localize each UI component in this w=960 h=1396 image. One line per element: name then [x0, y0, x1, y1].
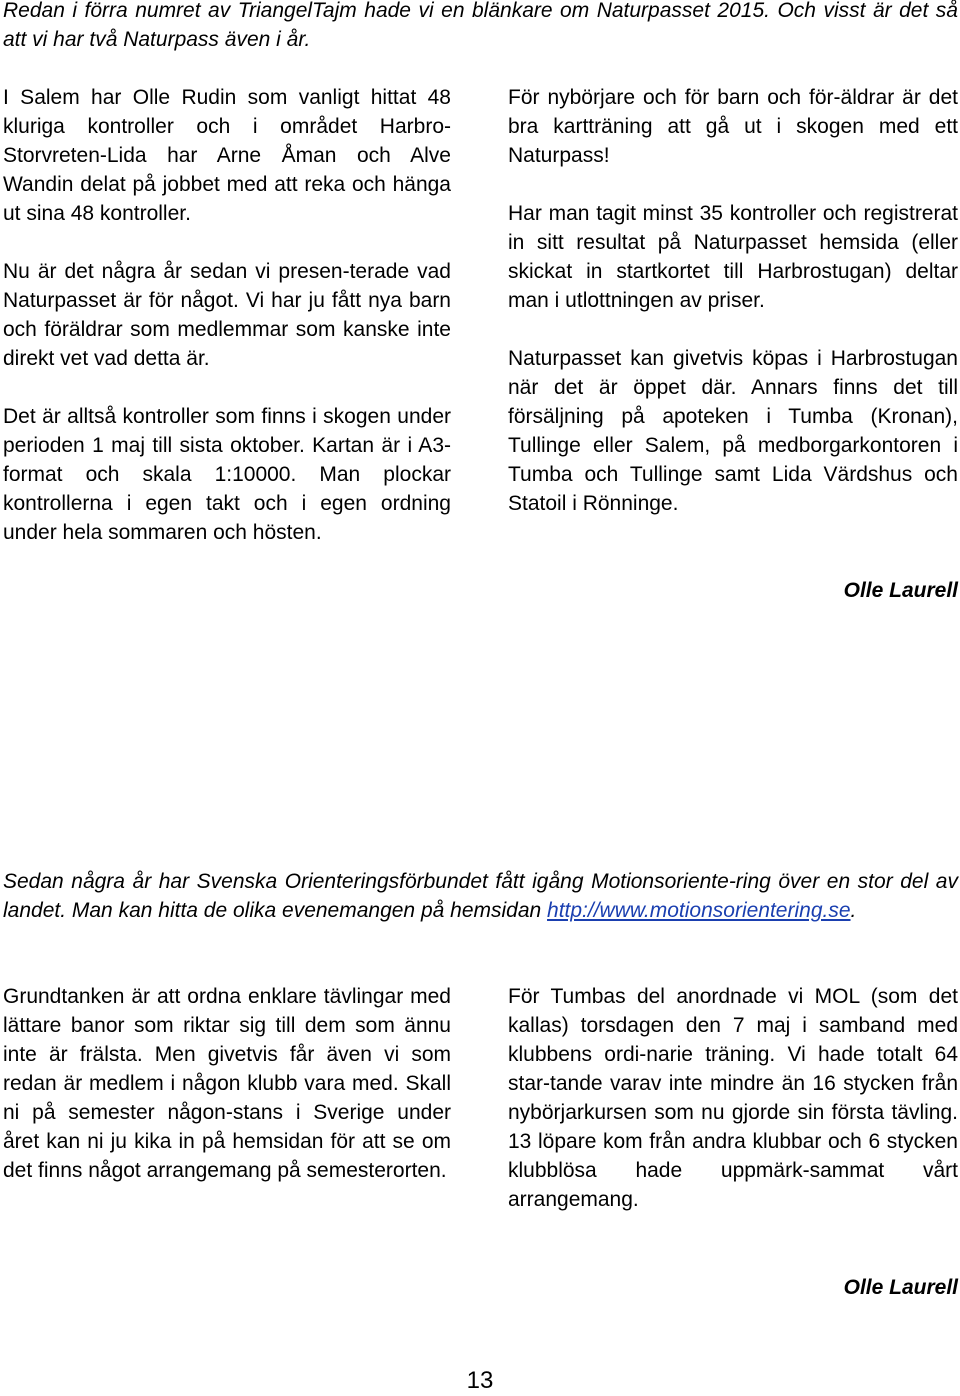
- naturpasset-paragraph: Har man tagit minst 35 kontroller och registrerat in sitt resultat på Naturpasset hemsida (eller skickat in startkortet till Harbrostugan) deltar man i utlottningen av priser.: [508, 202, 958, 312]
- page-number: 13: [466, 1367, 494, 1394]
- motion-signature: Olle Laurell: [843, 1276, 958, 1299]
- motion-right-paragraph: För Tumbas del anordnade vi MOL (som det kallas) torsdagen den 7 maj i samband med klubbens ordi-narie träning. Vi hade totalt 64 star-tande varav inte mindre än 16 stycken från nybörjarkursen som nu gjorde sin första tävling. 13 löpare kom från andra klubbar och 6 stycken klubblösa hade uppmärk-sammat vårt arrangemang.: [508, 985, 958, 1211]
- intro-text: Redan i förra numret av TriangelTajm hade vi en blänkare om Naturpasset 2015. Och visst är det så att vi har två Naturpass även i år.: [3, 0, 958, 51]
- motion-intro-text: Sedan några år har Svenska Orienteringsförbundet fått igång Motionsoriente-ring över en stor del av landet. Man kan hitta de olika evenemangen på hemsidan: [3, 870, 958, 922]
- motion-intro-end: .: [850, 899, 857, 922]
- naturpasset-right-column: [508, 83, 958, 518]
- naturpasset-paragraph: I Salem har Olle Rudin som vanligt hittat 48 kluriga kontroller och i området Harbro-Storvreten-Lida har Arne Åman och Alve Wandin delat på jobbet med att reka och hänga ut sina 48 kontroller.: [3, 86, 451, 225]
- naturpasset-left-column: [3, 83, 451, 547]
- motion-intro: [3, 867, 958, 925]
- naturpasset-paragraph: Det är alltså kontroller som finns i skogen under perioden 1 maj till sista oktober. Kartan är i A3-format och skala 1:10000. Man plockar kontrollerna i egen takt och i egen ordning under hela sommaren och hösten.: [3, 405, 451, 544]
- naturpasset-signature: Olle Laurell: [843, 579, 958, 602]
- naturpasset-paragraph: Nu är det några år sedan vi presen-terade vad Naturpasset är för något. Vi har ju fått nya barn och föräldrar som medlemmar som kanske inte direkt vet vad detta är.: [3, 260, 451, 370]
- motion-website-link[interactable]: http://www.motionsorientering.se: [547, 899, 851, 922]
- naturpasset-paragraph: Naturpasset kan givetvis köpas i Harbrostugan när det är öppet där. Annars finns det till försäljning på apoteken i Tumba (Kronan), Tullinge eller Salem, på medborgarkontoren i Tumba och Tullinge samt Lida Värdshus och Statoil i Rönninge.: [508, 347, 958, 515]
- naturpasset-paragraph: För nybörjare och för barn och för-äldrar är det bra kartträning att gå ut i skogen med ett Naturpass!: [508, 86, 958, 167]
- motion-left-paragraph: Grundtanken är att ordna enklare tävlingar med lättare banor som riktar sig till dem som ännu inte är frälsta. Men givetvis får även vi som redan är medlem i någon klubb vara med. Skall ni på semester någon-stans i Sverige under året kan ni ju kika in på hemsidan för att se om det finns något arrangemang på semesterorten.: [3, 985, 451, 1182]
